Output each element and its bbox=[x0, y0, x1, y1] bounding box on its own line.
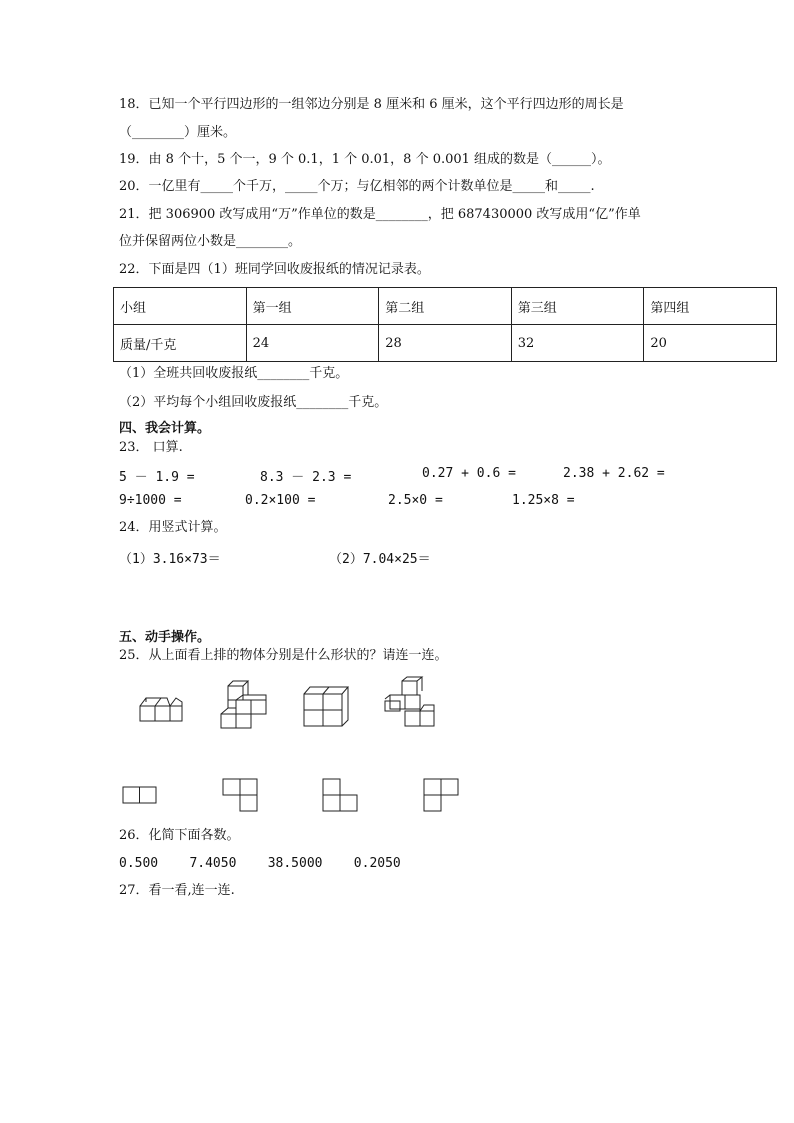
q21-line1: 21．把 306900 改写成用“万”作单位的数是________，把 687430000 改写成用“亿”作单 bbox=[119, 207, 641, 222]
q26-title: 26．化简下面各数。 bbox=[119, 828, 240, 843]
table-row bbox=[114, 288, 777, 325]
table-cell: 第二组 bbox=[379, 288, 512, 325]
table-cell: 28 bbox=[379, 325, 512, 362]
column-calc-item: （2）7.04×25＝ bbox=[329, 552, 431, 567]
q23-title: 23． 口算. bbox=[119, 440, 183, 455]
cube-figure-2 bbox=[218, 678, 270, 730]
oral-calc-item: 5 － 1.9 = bbox=[119, 470, 195, 485]
oral-calc-item: 8.3 － 2.3 = bbox=[260, 470, 352, 485]
table-cell: 第三组 bbox=[511, 288, 644, 325]
table-cell: 24 bbox=[246, 325, 379, 362]
q25: 25．从上面看上排的物体分别是什么形状的？请连一连。 bbox=[119, 648, 448, 663]
table-cell: 32 bbox=[511, 325, 644, 362]
table-cell: 第四组 bbox=[644, 288, 777, 325]
q24-title: 24．用竖式计算。 bbox=[119, 520, 227, 535]
section-5-heading: 五、动手操作。 bbox=[119, 630, 211, 645]
view-shape-4 bbox=[423, 778, 463, 814]
q18-line1: 18．已知一个平行四边形的一组邻边分别是 8 厘米和 6 厘米，这个平行四边形的周长是 bbox=[119, 97, 624, 112]
table-cell: 质量/千克 bbox=[114, 325, 247, 362]
table-row bbox=[114, 325, 777, 362]
q18-line2: （________）厘米。 bbox=[119, 125, 237, 140]
view-shape-2 bbox=[222, 778, 262, 814]
table-cell: 20 bbox=[644, 325, 777, 362]
record-table bbox=[113, 287, 777, 362]
q22-title: 22．下面是四（1）班同学回收废报纸的情况记录表。 bbox=[119, 262, 430, 277]
q27: 27．看一看,连一连. bbox=[119, 883, 235, 898]
view-shape-1 bbox=[122, 786, 158, 806]
q21-line2: 位并保留两位小数是________。 bbox=[119, 234, 302, 249]
oral-calc-item: 1.25×8 = bbox=[512, 493, 575, 508]
cube-figure-1 bbox=[136, 688, 186, 728]
q20: 20．一亿里有_____个千万，_____个万；与亿相邻的两个计数单位是_____和_____. bbox=[119, 179, 595, 194]
q26-numbers: 0.500 7.4050 38.5000 0.2050 bbox=[119, 856, 401, 871]
oral-calc-item: 0.27 + 0.6 = bbox=[422, 466, 516, 481]
q19: 19．由 8 个十，5 个一，9 个 0.1，1 个 0.01，8 个 0.001 组成的数是（______）。 bbox=[119, 152, 611, 167]
table-cell: 第一组 bbox=[246, 288, 379, 325]
oral-calc-item: 9÷1000 = bbox=[119, 493, 182, 508]
oral-calc-item: 2.38 + 2.62 = bbox=[563, 466, 665, 481]
oral-calc-item: 2.5×0 = bbox=[388, 493, 443, 508]
view-shape-3 bbox=[322, 778, 362, 814]
section-4-heading: 四、我会计算。 bbox=[119, 421, 211, 436]
table-cell: 小组 bbox=[114, 288, 247, 325]
q22-sub1: （1）全班共回收废报纸________千克。 bbox=[119, 366, 349, 381]
cube-figure-3 bbox=[300, 682, 352, 728]
cube-figure-4 bbox=[382, 675, 438, 729]
column-calc-item: （1）3.16×73＝ bbox=[119, 552, 221, 567]
q22-sub2: （2）平均每个小组回收废报纸________千克。 bbox=[119, 395, 388, 410]
oral-calc-item: 0.2×100 = bbox=[245, 493, 316, 508]
